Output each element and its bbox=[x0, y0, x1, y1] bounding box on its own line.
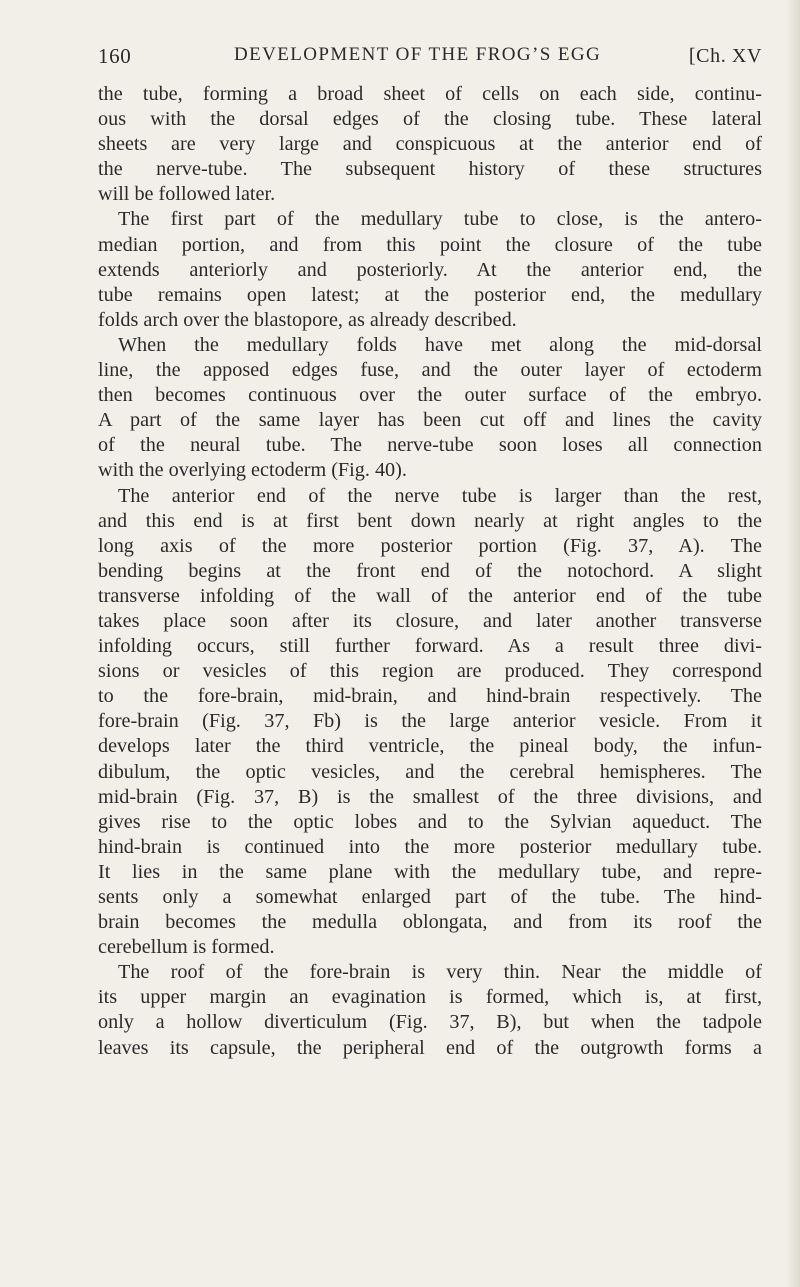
text-line: The first part of the medullary tube to close, is the antero- bbox=[118, 208, 762, 231]
text-line: the nerve-tube. The subsequent history of these structures bbox=[98, 158, 762, 181]
text-line: It lies in the same plane with the medullary tube, and repre- bbox=[98, 860, 762, 883]
text-line: The anterior end of the nerve tube is larger than the rest, bbox=[118, 484, 762, 507]
text-line: A part of the same layer has been cut off and lines the cavity bbox=[98, 409, 762, 432]
text-line: extends anteriorly and posteriorly. At the anterior end, the bbox=[98, 258, 762, 281]
text-line: When the medullary folds have met along the mid-dorsal bbox=[118, 333, 762, 356]
text-line: mid-brain (Fig. 37, B) is the smallest of the three divisions, and bbox=[98, 785, 762, 808]
text-line: ous with the dorsal edges of the closing tube. These lateral bbox=[98, 108, 762, 131]
text-line: infolding occurs, still further forward. As a result three divi- bbox=[98, 635, 762, 658]
text-line: of the neural tube. The nerve-tube soon loses all connection bbox=[98, 434, 762, 457]
text-line: brain becomes the medulla oblongata, and from its roof the bbox=[98, 911, 762, 934]
running-title: DEVELOPMENT OF THE FROG’S EGG bbox=[234, 44, 602, 65]
text-line: sions or vesicles of this region are produced. They correspond bbox=[98, 660, 762, 683]
text-line: takes place soon after its closure, and later another transverse bbox=[98, 609, 762, 632]
text-line: then becomes continuous over the outer surface of the embryo. bbox=[98, 384, 762, 407]
page-edge-shadow bbox=[786, 0, 800, 1287]
text-line: leaves its capsule, the peripheral end of the outgrowth forms a bbox=[98, 1036, 762, 1059]
body-text bbox=[98, 82, 762, 1061]
text-line: develops later the third ventricle, the pineal body, the infun- bbox=[98, 735, 762, 758]
text-line: hind-brain is continued into the more posterior medullary tube. bbox=[98, 835, 762, 858]
text-line: The roof of the fore-brain is very thin. Near the middle of bbox=[118, 961, 762, 984]
text-line: dibulum, the optic vesicles, and the cerebral hemispheres. The bbox=[98, 760, 762, 783]
running-head bbox=[98, 44, 762, 78]
text-line: will be followed later. bbox=[98, 183, 276, 206]
chapter-marker: [Ch. XV bbox=[688, 45, 762, 67]
page-number: 160 bbox=[98, 44, 132, 68]
text-line: long axis of the more posterior portion (Fig. 37, A). The bbox=[98, 534, 762, 557]
text-line: its upper margin an evagination is formed, which is, at first, bbox=[98, 986, 762, 1009]
text-line: cerebellum is formed. bbox=[98, 936, 275, 959]
text-line: and this end is at first bent down nearly at right angles to the bbox=[98, 509, 762, 532]
text-line: gives rise to the optic lobes and to the Sylvian aqueduct. The bbox=[98, 810, 762, 833]
text-line: fore-brain (Fig. 37, Fb) is the large anterior vesicle. From it bbox=[98, 710, 762, 733]
text-line: transverse infolding of the wall of the anterior end of the tube bbox=[98, 584, 762, 607]
text-line: sheets are very large and conspicuous at the anterior end of bbox=[98, 133, 762, 156]
text-line: folds arch over the blastopore, as already described. bbox=[98, 308, 517, 331]
text-line: tube remains open latest; at the posterior end, the medullary bbox=[98, 283, 762, 306]
text-line: sents only a somewhat enlarged part of the tube. The hind- bbox=[98, 886, 762, 908]
text-line: the tube, forming a broad sheet of cells on each side, continu- bbox=[98, 83, 762, 105]
text-line: bending begins at the front end of the notochord. A slight bbox=[98, 559, 762, 582]
text-line: only a hollow diverticulum (Fig. 37, B), but when the tadpole bbox=[98, 1011, 762, 1034]
text-line: median portion, and from this point the closure of the tube bbox=[98, 233, 762, 256]
text-line: to the fore-brain, mid-brain, and hind-brain respectively. The bbox=[98, 685, 762, 708]
text-line: with the overlying ectoderm (Fig. 40). bbox=[98, 459, 407, 482]
text-line: line, the apposed edges fuse, and the outer layer of ectoderm bbox=[98, 359, 762, 382]
